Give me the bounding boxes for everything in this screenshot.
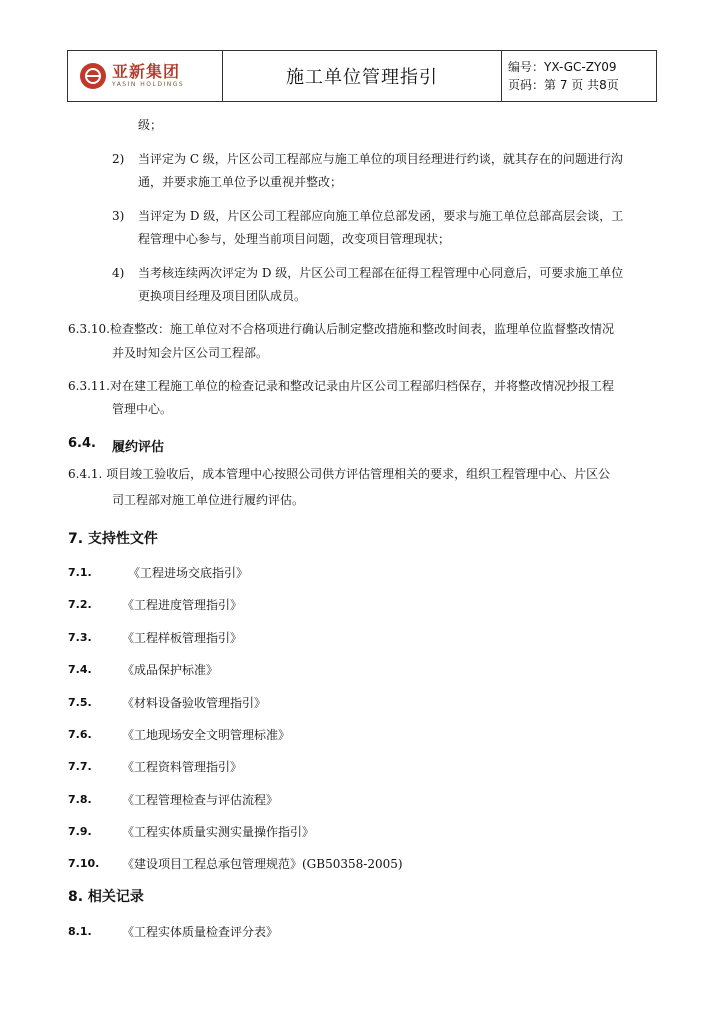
list-number: 3): [112, 209, 125, 223]
text-line: 6.3.10.检查整改：施工单位对不合格项进行确认后制定整改措施和整改时间表，监理单位监督整改情况: [68, 322, 614, 336]
ref-number: 7.2.: [68, 598, 92, 611]
ref-item: 《工程进场交底指引》: [128, 566, 249, 580]
ref-item: 《材料设备验收管理指引》: [122, 696, 267, 710]
text-line: 程管理中心参与，处理当前项目问题，改变项目管理现状；: [138, 232, 451, 246]
document-title: 施工单位管理指引: [223, 51, 502, 101]
text-line: 管理中心。: [112, 402, 173, 416]
ref-number: 7.6.: [68, 728, 92, 741]
ref-number: 7.4.: [68, 663, 92, 676]
list-number: 4): [112, 266, 125, 280]
text-line: 6.4.1. 项目竣工验收后，成本管理中心按照公司供方评估管理相关的要求，组织工程管理中心、片区公: [68, 467, 611, 481]
logo-cn: 亚新集团: [112, 62, 181, 81]
ref-number: 8.1.: [68, 925, 92, 938]
ref-number: 7.3.: [68, 631, 92, 644]
ref-item: 《成品保护标准》: [122, 663, 219, 677]
ref-number: 7.1.: [68, 566, 92, 579]
text-line: 6.3.11.对在建工程施工单位的检查记录和整改记录由片区公司工程部归档保存，并将整改情况抄报工程: [68, 379, 614, 393]
ref-number: 7.8.: [68, 793, 92, 806]
ref-item: 《工程样板管理指引》: [122, 631, 243, 645]
section-heading: 8. 相关记录: [68, 889, 144, 905]
ref-item: 《工程管理检查与评估流程》: [122, 793, 279, 807]
text-line: 当评定为 C 级，片区公司工程部应与施工单位的项目经理进行约谈，就其存在的问题进行沟: [138, 152, 623, 166]
text-line: 当考核连续两次评定为 D 级，片区公司工程部在征得工程管理中心同意后，可要求施工单位: [138, 266, 624, 280]
text-line: 通，并要求施工单位予以重视并整改；: [138, 175, 343, 189]
ref-number: 7.10.: [68, 857, 100, 870]
ref-item: 《工程资料管理指引》: [122, 760, 243, 774]
ref-number: 7.5.: [68, 696, 92, 709]
section-number: 6.4.: [68, 436, 96, 451]
text-line: 当评定为 D 级，片区公司工程部应向施工单位总部发函，要求与施工单位总部高层会谈，工: [138, 209, 624, 223]
text-line: 司工程部对施工单位进行履约评估。: [112, 493, 305, 507]
logo-en: YASIN HOLDINGS: [112, 81, 185, 88]
section-heading: 履约评估: [112, 440, 165, 455]
document-code: 编号：YX-GC-ZY09: [508, 60, 617, 74]
text-line: 级；: [138, 118, 163, 132]
text-line: 更换项目经理及项目团队成员。: [138, 289, 307, 303]
ref-item: 《工程实体质量检查评分表》: [122, 925, 279, 939]
section-heading: 7. 支持性文件: [68, 531, 158, 547]
ref-item: 《工程进度管理指引》: [122, 598, 243, 612]
ref-item: 《工地现场安全文明管理标准》: [122, 728, 291, 742]
ref-number: 7.9.: [68, 825, 92, 838]
list-number: 2): [112, 152, 125, 166]
page-number: 页码：第 7 页 共8页: [508, 78, 619, 92]
ref-item: 《工程实体质量实测实量操作指引》: [122, 825, 315, 839]
ref-number: 7.7.: [68, 760, 92, 773]
text-line: 并及时知会片区公司工程部。: [112, 346, 269, 360]
ref-item: 《建设项目工程总承包管理规范》(GB50358-2005): [122, 857, 403, 871]
